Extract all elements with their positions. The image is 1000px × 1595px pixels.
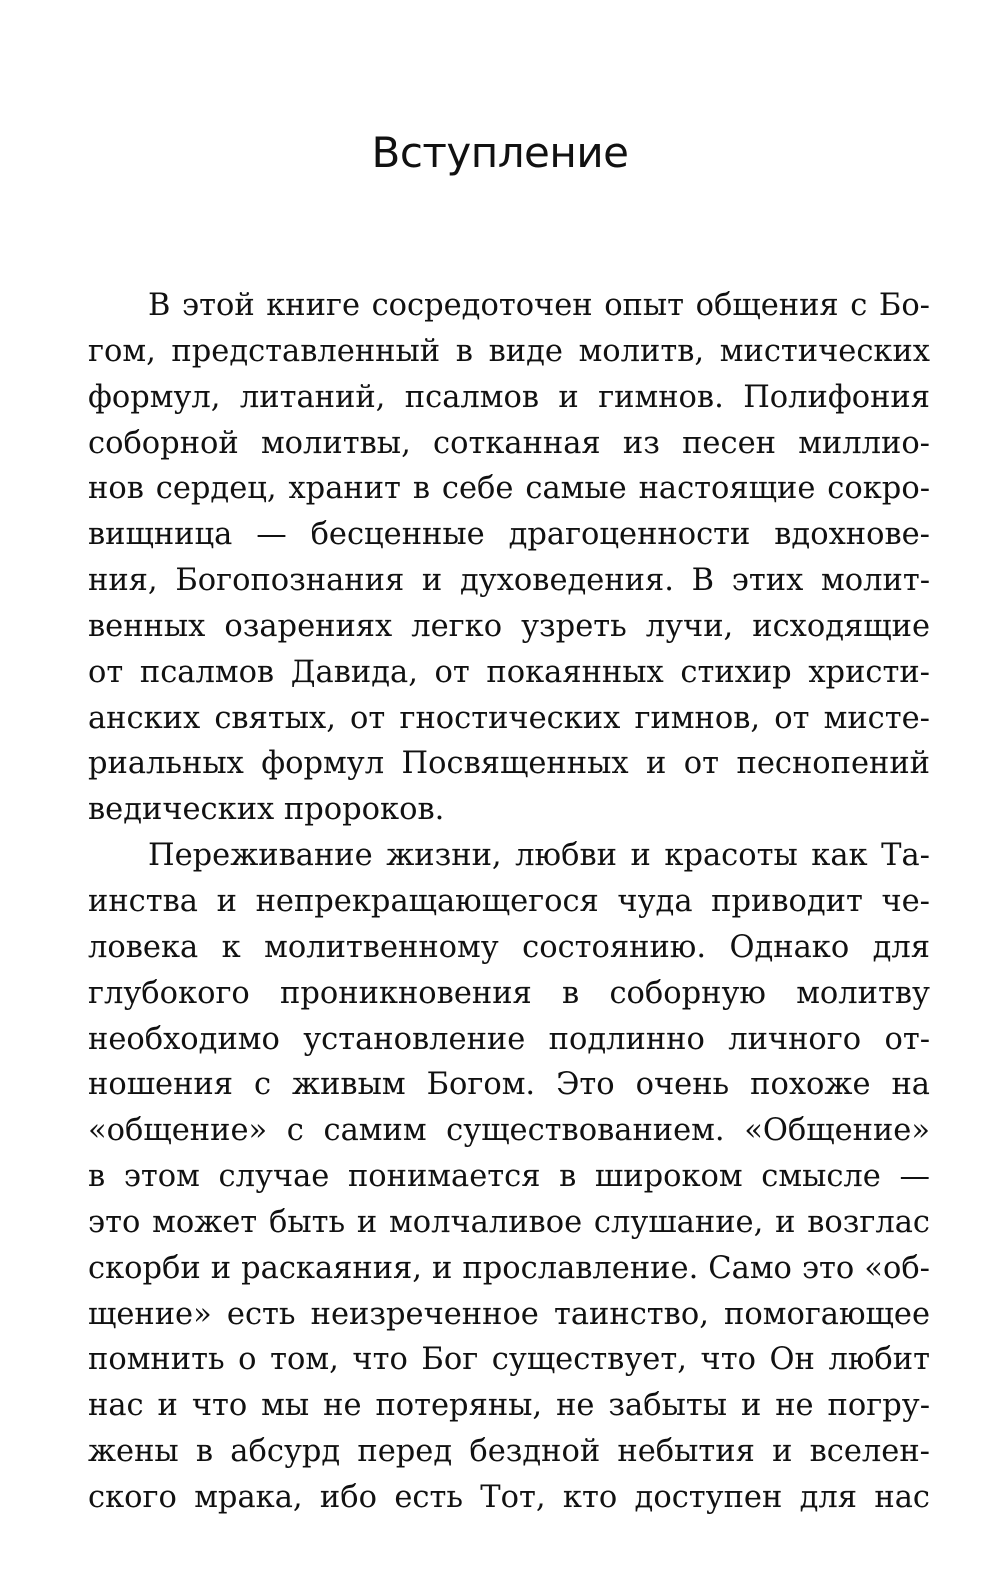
- text-line: щение» есть неизреченное таинство, помогающее: [88, 1296, 930, 1332]
- text-line: ношения с живым Богом. Это очень похоже на: [88, 1067, 930, 1103]
- text-line: вищница — бесценные драгоценности вдохнове-: [88, 517, 930, 553]
- text-line: от псалмов Давида, от покаянных стихир христи-: [88, 654, 930, 690]
- text-line: помнить о том, что Бог существует, что Он любит: [88, 1342, 930, 1378]
- text-line: формул, литаний, псалмов и гимнов. Полифония: [88, 379, 930, 415]
- text-line: риальных формул Посвященных и от песнопений: [88, 746, 930, 782]
- text-line: Переживание жизни, любви и красоты как Та-: [148, 838, 930, 874]
- text-line: ловека к молитвенному состоянию. Однако для: [88, 929, 930, 965]
- text-line: в этом случае понимается в широком смысле —: [88, 1159, 930, 1195]
- text-line: скорби и раскаяния, и прославление. Само это «об-: [88, 1250, 930, 1286]
- chapter-title: Вступление: [371, 128, 629, 177]
- text-line: инства и непрекращающегося чуда приводит че-: [88, 883, 930, 919]
- text-line: необходимо установление подлинно личного от-: [88, 1021, 930, 1057]
- text-line: это может быть и молчаливое слушание, и возглас: [88, 1204, 930, 1240]
- text-line: жены в абсурд перед бездной небытия и вселен-: [88, 1434, 930, 1470]
- text-line: нас и что мы не потеряны, не забыты и не погру-: [88, 1388, 930, 1424]
- text-line: глубокого проникновения в соборную молитву: [88, 975, 930, 1011]
- text-line: ния, Богопознания и духоведения. В этих молит-: [88, 563, 930, 599]
- text-line: гом, представленный в виде молитв, мистических: [88, 333, 930, 369]
- text-line: венных озарениях легко узреть лучи, исходящие: [88, 608, 930, 644]
- text-line: нов сердец, хранит в себе самые настоящие сокро-: [88, 471, 930, 507]
- body-text: [88, 283, 930, 1521]
- text-line: соборной молитвы, сотканная из песен миллио-: [88, 425, 930, 461]
- text-line: ского мрака, ибо есть Тот, кто доступен для нас: [88, 1479, 930, 1515]
- text-line: анских святых, от гностических гимнов, от мисте-: [88, 700, 930, 736]
- text-line: ведических пророков.: [88, 792, 445, 828]
- text-line: В этой книге сосредоточен опыт общения с Бо-: [148, 288, 930, 323]
- text-line: «общение» с самим существованием. «Общение»: [88, 1113, 930, 1149]
